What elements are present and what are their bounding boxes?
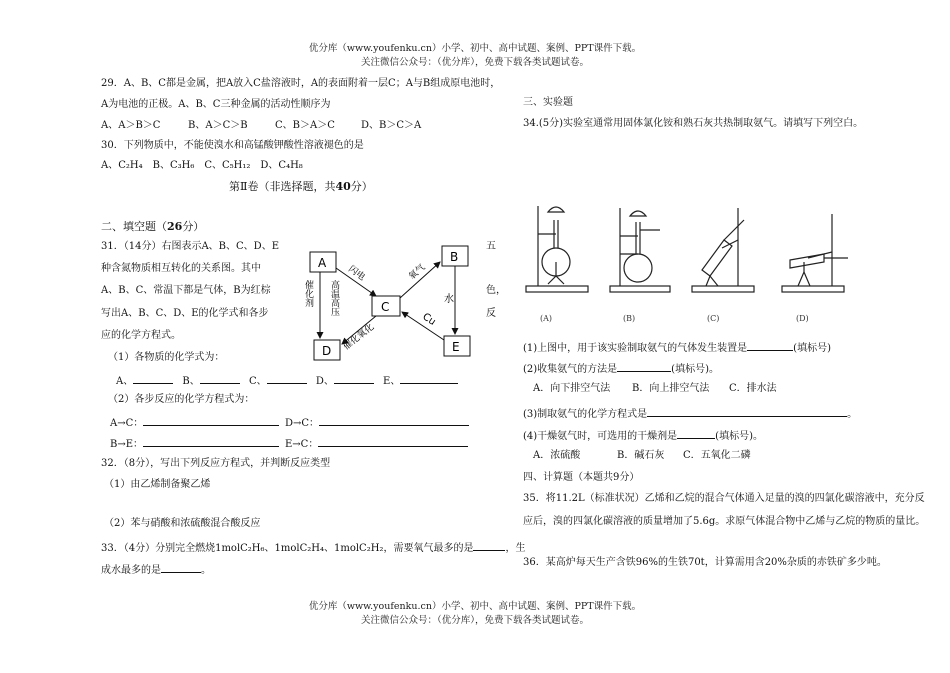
- apparatus-label-a: (A): [540, 314, 553, 323]
- section2-title: 二、填空题（26分）: [101, 220, 205, 233]
- q30-question: 30．下列物质中，不能使溴水和高锰酸钾酸性溶液褪色的是: [101, 140, 364, 151]
- node-e: E: [452, 340, 460, 354]
- node-b: B: [450, 250, 459, 264]
- footer-line-2: 关注微信公众号：（优分库），免费下载各类试题试卷。: [360, 615, 589, 626]
- q34-question: 34.(5分)实验室通常用固体氯化铵和熟石灰共热制取氨气。请填写下列空白。: [523, 118, 864, 129]
- q34-2-option-b: B．向上排空气法: [632, 383, 710, 394]
- q33-line-1: 33．（4分）分别完全燃烧1molC₂H₆、1molC₂H₄、1molC₂H₂，需要氧气最多的是 ，生: [101, 540, 525, 555]
- section3-title: 三、实验题: [523, 97, 573, 108]
- blank-q34-2[interactable]: [617, 361, 671, 372]
- blank-q34-3[interactable]: [647, 406, 847, 417]
- q34-4-option-c: C．五氧化二磷: [683, 450, 751, 461]
- q30-options: A、C₂H₄ B、C₃H₆ C、C₅H₁₂ D、C₄H₈: [101, 160, 303, 171]
- apparatus-figure: [518, 200, 858, 300]
- q31-right-fragment-2: 色，: [486, 285, 506, 296]
- apparatus-label-b: (B): [623, 314, 636, 323]
- q31-line-1: 31．（14分）右图表示A、B、C、D、E: [101, 241, 279, 252]
- q31-line-3: A、B、C、常温下都是气体，B为红棕: [101, 285, 271, 296]
- q31-sub2: （2）各步反应的化学方程式为：: [108, 394, 255, 405]
- nitrogen-conversion-diagram: [296, 240, 486, 368]
- q34-part-3: (3)制取氨气的化学方程式是 。: [523, 406, 857, 421]
- q34-2-option-c: C．排水法: [729, 383, 777, 394]
- q34-part-1: (1)上图中，用于该实验制取氨气的气体发生装置是 (填标号): [523, 340, 831, 355]
- q32-part-1: （1）由乙烯制备聚乙烯: [104, 479, 211, 490]
- header-line-2: 关注微信公众号：（优分库），免费下载各类试题试卷。: [360, 57, 589, 68]
- eq-e-to-c: E→C：: [285, 436, 468, 451]
- blank-eq-e-c[interactable]: [318, 436, 468, 447]
- apparatus-a: [526, 206, 588, 292]
- q29-line-2: A为电池的正极。A、B、C三种金属的活动性顺序为: [101, 99, 331, 110]
- eq-d-to-c: D→C：: [285, 415, 469, 430]
- q34-part-2: (2)收集氨气的方法是 (填标号)。: [523, 361, 719, 376]
- q32-question: 32．（8分），写出下列反应方程式，并判断反应类型: [101, 458, 331, 469]
- header-line-1: 优分库（www.youfenku.cn）小学、初中、高中试题、案例、PPT课件下载。: [308, 43, 642, 54]
- blank-e[interactable]: [400, 373, 458, 384]
- apparatus-label-d: (D): [796, 314, 809, 323]
- q29-option-d: D、B＞C＞A: [361, 120, 422, 131]
- part2-title: 第Ⅱ卷（非选择题，共40分）: [229, 180, 373, 193]
- blank-eq-d-c[interactable]: [319, 415, 469, 426]
- q35-line-2: 应后，溴的四氯化碳溶液的质量增加了5.6g。求原气体混合物中乙烯与乙烷的物质的量比。: [523, 516, 926, 527]
- q29-line-1: 29．A、B、C都是金属，把A放入C盐溶液时，A的表面附着一层C；A与B组成原电池时，: [101, 78, 501, 89]
- eq-a-to-c: A→C：: [110, 415, 279, 430]
- label-water: 水: [444, 294, 454, 305]
- label-lightning: 闪电: [346, 264, 367, 284]
- label-catalyst: 催化剂: [303, 280, 313, 307]
- label-high-temp-pressure: 高温高压: [329, 280, 339, 316]
- q29-option-a: A、A＞B＞C: [101, 120, 161, 131]
- node-c: C: [381, 300, 390, 314]
- q34-4-option-a: A．浓硫酸: [533, 450, 581, 461]
- node-a: A: [318, 256, 327, 270]
- eq-b-to-e: B→E：: [110, 436, 279, 451]
- blank-q33-water[interactable]: [161, 562, 201, 573]
- q31-right-fragment-1: 五: [486, 241, 496, 252]
- q29-option-b: B、A＞C＞B: [188, 120, 248, 131]
- blank-b[interactable]: [200, 373, 240, 384]
- blank-c[interactable]: [267, 373, 307, 384]
- q34-4-option-b: B．碱石灰: [617, 450, 665, 461]
- apparatus-c: [692, 208, 754, 292]
- label-oxygen: 氧气: [407, 262, 428, 283]
- blank-d[interactable]: [334, 373, 374, 384]
- q34-2-option-a: A．向下排空气法: [533, 383, 611, 394]
- q36-question: 36．某高炉每天生产含铁96%的生铁70t，计算需用含20%杂质的赤铁矿多少吨。: [523, 557, 887, 568]
- q35-line-1: 35．将11.2L（标准状况）乙烯和乙烷的混合气体通入足量的溴的四氯化碳溶液中，充分反: [523, 493, 925, 504]
- q31-right-fragment-3: 反: [486, 308, 496, 319]
- blank-a[interactable]: [133, 373, 173, 384]
- q33-line-2: 成水最多的是 。: [101, 562, 211, 577]
- blank-q33-oxygen[interactable]: [473, 540, 505, 551]
- blank-eq-a-c[interactable]: [143, 415, 279, 426]
- q31-line-5: 应的化学方程式。: [101, 330, 181, 341]
- q29-option-c: C、B＞A＞C: [275, 120, 335, 131]
- q34-part-4: (4)干燥氨气时，可选用的干燥剂是 (填标号)。: [523, 428, 763, 443]
- q31-line-2: 种含氮物质相互转化的关系图。其中: [101, 263, 261, 274]
- blank-eq-b-e[interactable]: [143, 436, 279, 447]
- q32-part-2: （2）苯与硝酸和浓硫酸混合酸反应: [104, 518, 261, 529]
- q31-sub1: （1）各物质的化学式为：: [108, 352, 225, 363]
- blank-q34-4[interactable]: [677, 428, 715, 439]
- label-catalytic-oxidation: 催化氧化: [341, 322, 377, 353]
- q31-line-4: 写出A、B、C、D、E的化学式和各步: [101, 308, 269, 319]
- label-cu: Cu: [420, 311, 438, 328]
- apparatus-b: [610, 208, 670, 292]
- apparatus-label-c: (C): [707, 314, 720, 323]
- node-d: D: [322, 344, 332, 358]
- q31-formula-blanks: A、 B、 C、 D、 E、: [116, 373, 458, 388]
- apparatus-d: [782, 214, 848, 292]
- blank-q34-1[interactable]: [747, 340, 793, 351]
- footer-line-1: 优分库（www.youfenku.cn）小学、初中、高中试题、案例、PPT课件下载。: [308, 601, 642, 612]
- section4-title: 四、计算题（本题共9分）: [523, 472, 640, 483]
